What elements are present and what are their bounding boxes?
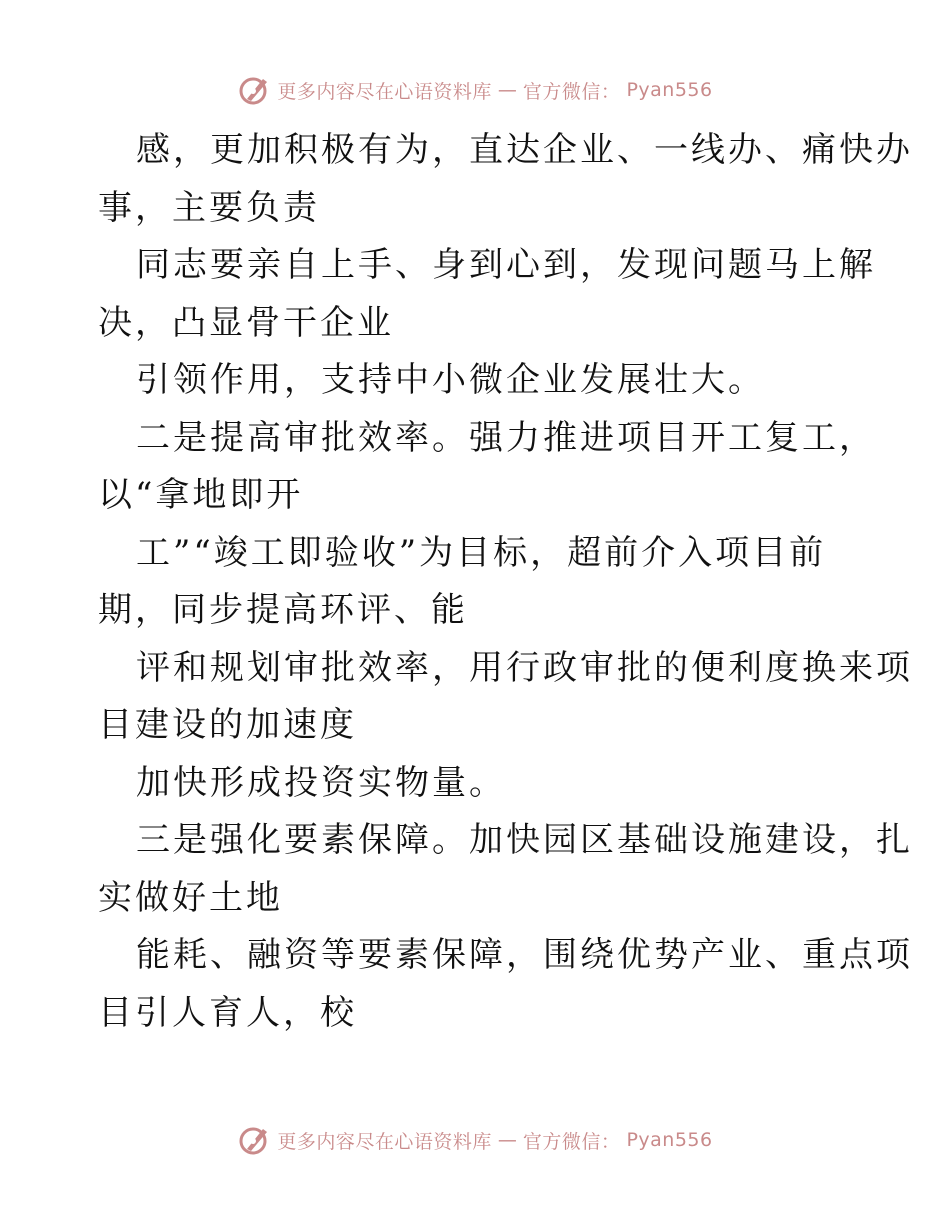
text-line: 加快形成投资实物量。 [136,762,506,803]
watermark-wechat-id: Pyan556 [626,79,713,101]
text-line: 感，更加积极有为，直达企业、一线办、痛快办 [136,130,913,170]
text-line: 实做好土地 [98,877,283,918]
watermark-text: 更多内容尽在心语资料库 [277,80,492,103]
text-line: 能耗、融资等要素保障，围绕优势产业、重点项 [136,935,913,975]
text-line: 期，同步提高环评、能 [98,590,468,630]
header-watermark [0,70,950,110]
text-line: 事，主要负责 [98,187,320,228]
text-line: 三是强化要素保障。加快园区基础设施建设，扎 [136,820,913,860]
document-body [98,122,913,1042]
watermark-separator: — [497,79,517,101]
pen-logo-icon [237,73,271,107]
text-line: 决，凸显骨干企业 [98,302,394,343]
watermark-separator: — [497,1129,517,1151]
watermark-text: 更多内容尽在心语资料库 [277,1130,492,1153]
text-line: 评和规划审批效率，用行政审批的便利度换来项 [136,647,913,688]
text-line: 工”“竣工即验收”为目标，超前介入项目前 [136,532,827,573]
pen-logo-icon [237,1123,271,1157]
watermark-wechat-label: 官方微信： [522,80,621,103]
watermark-wechat-id: Pyan556 [626,1129,713,1151]
text-line: 引领作用，支持中小微企业发展壮大。 [136,360,765,400]
text-line: 目建设的加速度 [98,705,357,745]
text-line: 同志要亲自上手、身到心到，发现问题马上解 [136,245,876,285]
footer-watermark [0,1120,950,1160]
text-line: 二是提高审批效率。强力推进项目开工复工， [136,417,876,458]
text-line: 以“拿地即开 [98,475,304,515]
watermark-wechat-label: 官方微信： [522,1130,621,1153]
text-line: 目引人育人，校 [98,992,357,1033]
